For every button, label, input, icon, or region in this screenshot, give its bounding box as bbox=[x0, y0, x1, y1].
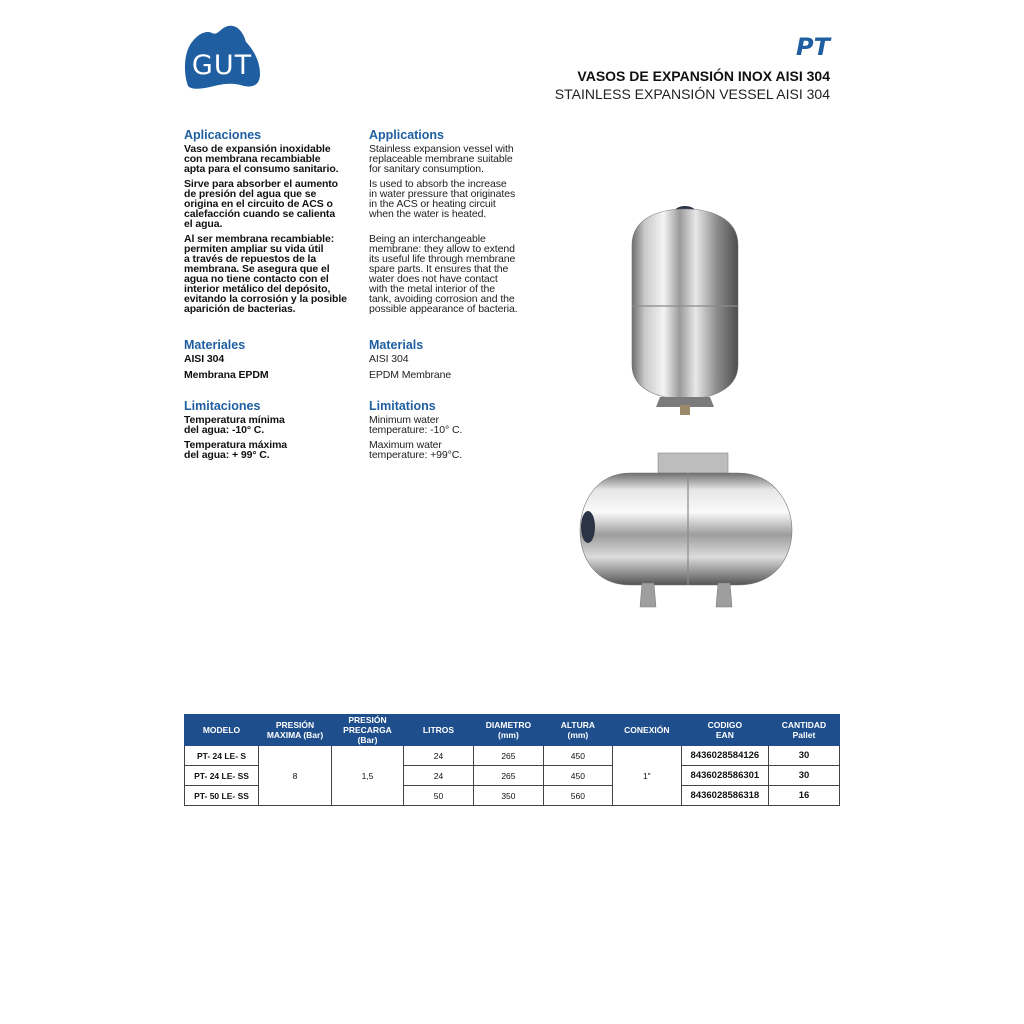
cell-diameter: 265 bbox=[473, 746, 543, 766]
title-english: STAINLESS EXPANSIÓN VESSEL AISI 304 bbox=[554, 86, 830, 102]
cell-height: 560 bbox=[543, 786, 612, 806]
material-item: Membrana EPDM bbox=[184, 369, 269, 381]
cell-height: 450 bbox=[543, 746, 612, 766]
section-title-limitations: Limitations bbox=[369, 399, 436, 413]
paragraph: Is used to absorb the increase in water pressure that originates in the ACS or heating circuit when the water is heated. bbox=[369, 178, 516, 220]
material-item: EPDM Membrane bbox=[369, 369, 452, 381]
table-header-row bbox=[185, 715, 840, 746]
cell-diameter: 265 bbox=[473, 766, 543, 786]
cell-precharge: 1,5 bbox=[332, 746, 404, 806]
cell-model: PT- 24 LE- SS bbox=[185, 766, 259, 786]
limit-item: Temperatura mínima del agua: -10° C. bbox=[184, 414, 285, 436]
cell-max-pressure: 8 bbox=[259, 746, 332, 806]
material-item: AISI 304 bbox=[369, 353, 409, 365]
section-title-materials: Materials bbox=[369, 338, 424, 352]
cell-liters: 24 bbox=[404, 766, 474, 786]
table-row bbox=[185, 746, 840, 766]
cell-quantity: 30 bbox=[768, 746, 839, 766]
limit-item: Maximum water temperature: +99°C. bbox=[369, 439, 463, 461]
cell-liters: 50 bbox=[404, 786, 474, 806]
cell-ean: 8436028586318 bbox=[681, 786, 768, 806]
horizontal-vessel-image bbox=[570, 425, 800, 640]
vertical-vessel-image bbox=[620, 175, 745, 420]
paragraph: Stainless expansion vessel with replaceable membrane suitable for sanitary consumption. bbox=[369, 143, 514, 175]
cell-quantity: 16 bbox=[768, 786, 839, 806]
material-item: AISI 304 bbox=[184, 353, 225, 365]
english-column bbox=[369, 128, 544, 465]
title-spanish: VASOS DE EXPANSIÓN INOX AISI 304 bbox=[577, 68, 830, 84]
cell-diameter: 350 bbox=[473, 786, 543, 806]
cell-model: PT- 50 LE- SS bbox=[185, 786, 259, 806]
column-header-diameter: DIAMETRO (mm) bbox=[473, 715, 543, 746]
column-header-model: MODELO bbox=[185, 715, 259, 746]
cell-height: 450 bbox=[543, 766, 612, 786]
paragraph: Being an interchangeable membrane: they allow to extend its useful life through membrane spare parts. It ensures that the water does not have contact with the metal interior of the tank, avoiding corrosion and the possible appearance of bacteria. bbox=[369, 233, 518, 315]
section-title-materiales: Materiales bbox=[184, 338, 246, 352]
column-header-liters: LITROS bbox=[404, 715, 474, 746]
cell-model: PT- 24 LE- S bbox=[185, 746, 259, 766]
cell-ean: 8436028586301 bbox=[681, 766, 768, 786]
section-title-limitaciones: Limitaciones bbox=[184, 399, 261, 413]
limit-item: Minimum water temperature: -10° C. bbox=[369, 414, 463, 436]
cell-quantity: 30 bbox=[768, 766, 839, 786]
paragraph: Sirve para absorber el aumento de presión del agua que se origina en el circuito de ACS o calefacción cuando se calienta el agua. bbox=[184, 178, 338, 230]
limit-item: Temperatura máxima del agua: + 99° C. bbox=[184, 439, 288, 461]
column-header-quantity: CANTIDAD Pallet bbox=[768, 715, 839, 746]
cell-connection: 1" bbox=[612, 746, 681, 806]
product-code: PT bbox=[796, 33, 830, 61]
column-header-max-pressure: PRESIÓN MAXIMA (Bar) bbox=[259, 715, 332, 746]
column-header-ean: CODIGO EAN bbox=[681, 715, 768, 746]
paragraph: Vaso de expansión inoxidable con membrana recambiable apta para el consumo sanitario. bbox=[184, 143, 339, 175]
paragraph: Al ser membrana recambiable: permiten ampliar su vida útil a través de repuestos de la membrana. Se asegura que el agua no tiene contacto con el interior metálico del depósito, evitando la corrosión y la posible aparición de bacterias. bbox=[184, 233, 347, 315]
section-title-aplicaciones: Aplicaciones bbox=[184, 128, 262, 142]
column-header-height: ALTURA (mm) bbox=[543, 715, 612, 746]
logo-text: GUT bbox=[191, 50, 253, 81]
column-header-connection: CONEXIÓN bbox=[612, 715, 681, 746]
cell-liters: 24 bbox=[404, 746, 474, 766]
section-title-applications: Applications bbox=[369, 128, 445, 142]
spanish-column bbox=[184, 128, 359, 465]
column-header-precharge: PRESIÓN PRECARGA (Bar) bbox=[332, 715, 404, 746]
specifications-table bbox=[184, 714, 840, 806]
cell-ean: 8436028584126 bbox=[681, 746, 768, 766]
